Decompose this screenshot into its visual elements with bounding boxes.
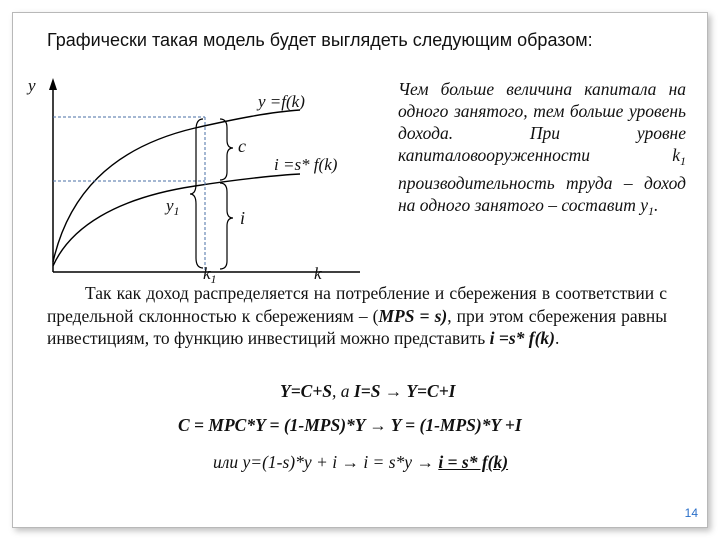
curve-i-label: i =s* f(k) — [274, 155, 338, 174]
brace-y1 — [190, 119, 203, 268]
curve-i-s-f-k — [53, 174, 300, 266]
equation-1: Y=C+S, а I=S → Y=C+I — [280, 381, 456, 401]
y1-label: $y_1$ — [166, 196, 180, 218]
curve-y-label: y =f(k) — [258, 92, 305, 111]
page-number: 14 — [684, 506, 698, 520]
brace-c — [220, 119, 233, 180]
main-paragraph: Так как доход распределяется на потребление и сбережения в соответствии с предельной склонностью к сбережениям – (MPS = s), при этом сбережения равны инвестициям, то функцию инвестиций можно представить i =s* f(k). — [47, 283, 668, 348]
equation-2: C = MPC*Y = (1-MPS)*Y → Y = (1-MPS)*Y +I — [178, 415, 522, 435]
c-label: c — [238, 136, 246, 156]
brace-i — [220, 183, 233, 269]
i-label: i — [240, 208, 246, 228]
equation-3: или y=(1-s)*y + i → i = s*y → i = s* f(k) — [213, 452, 509, 472]
slide-title: Графически такая модель будет выглядеть следующим образом: — [47, 30, 593, 50]
side-explanation: Чем больше величина капитала на одного занятого, тем больше уровень дохода. При уровне капиталовооруженности $k_1$ производительность труда – доход на одного занятого – составит $y_1$. — [398, 79, 686, 218]
axis-k-label: k — [314, 264, 322, 283]
y-axis-arrow — [49, 78, 57, 90]
axis-y-label: y — [28, 76, 36, 95]
curve-y-f-k — [53, 110, 300, 262]
k1-label: $k_1$ — [203, 264, 217, 286]
